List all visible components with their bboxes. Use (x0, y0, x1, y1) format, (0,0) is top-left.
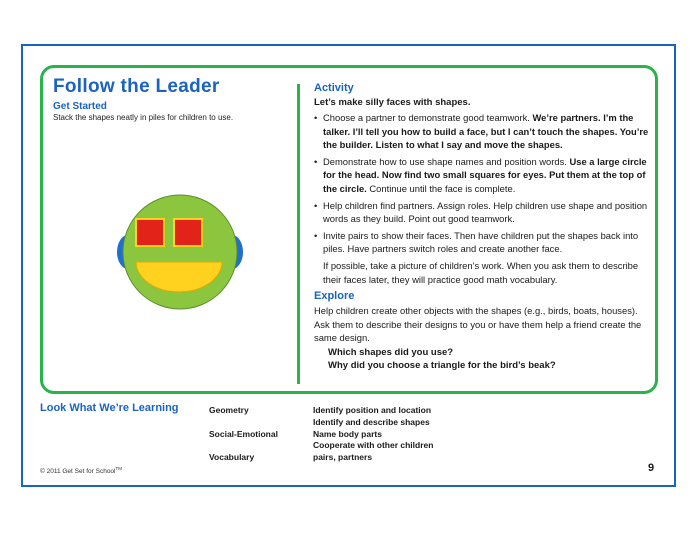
learning-item: Cooperate with other children (313, 440, 434, 450)
left-eye-square (136, 219, 164, 246)
step-1: • Choose a partner to demonstrate good teamwork. We’re partners. I’m the talker. I’ll tell you how to build a face, but I can’t touch the shapes. You’re the builder. Listen to what I say and move the shapes. (314, 112, 649, 151)
activity-steps (314, 111, 650, 256)
activity-note: If possible, take a picture of children’s work. When you ask them to describe their faces later, they will practice good math vocabulary. (323, 259, 639, 285)
learning-category-vocabulary: Vocabulary (209, 452, 255, 462)
learning-item: pairs, partners (313, 452, 373, 462)
shape-face-illustration (114, 192, 246, 314)
page-title: Follow the Leader (53, 76, 220, 97)
learning-category-geometry: Geometry (209, 405, 249, 415)
get-started-heading: Get Started (53, 101, 107, 112)
explore-question-1: Which shapes did you use? (328, 346, 454, 358)
explore-heading: Explore (314, 290, 355, 303)
column-divider (297, 84, 300, 384)
learning-item: Name body parts (313, 429, 382, 439)
copyright-notice: © 2011 Get Set for School™ (40, 466, 122, 476)
learning-item: Identify and describe shapes (313, 417, 430, 427)
right-eye-square (174, 219, 202, 246)
activity-lead: Let’s make silly faces with shapes. (314, 97, 471, 108)
step-3: • Help children find partners. Assign roles. Help children use shape and position words as they build. Point out good teamwork. (314, 199, 648, 225)
explore-text: Help children create other objects with the shapes (e.g., birds, boats, houses). Ask them to describe their designs to you or have them help a friend create the same design. (314, 305, 642, 344)
get-started-text: Stack the shapes neatly in piles for children to use. (53, 113, 234, 122)
activity-heading: Activity (314, 82, 354, 94)
step-2: • Demonstrate how to use shape names and position words. Use a large circle for the head. Now find two small squares for eyes. Put them at the top of the circle. Continue until the face is complete. (314, 155, 647, 194)
learning-category-social-emotional: Social-Emotional (209, 429, 278, 439)
activity-column (314, 81, 650, 373)
page-number: 9 (648, 462, 655, 474)
learning-heading: Look What We’re Learning (40, 402, 179, 414)
step-4: • Invite pairs to show their faces. Then have children put the shapes back into piles. Have partners switch roles and create another face. (314, 229, 639, 255)
learning-item: Identify position and location (313, 405, 432, 415)
explore-question-2: Why did you choose a triangle for the bird’s beak? (328, 360, 556, 372)
